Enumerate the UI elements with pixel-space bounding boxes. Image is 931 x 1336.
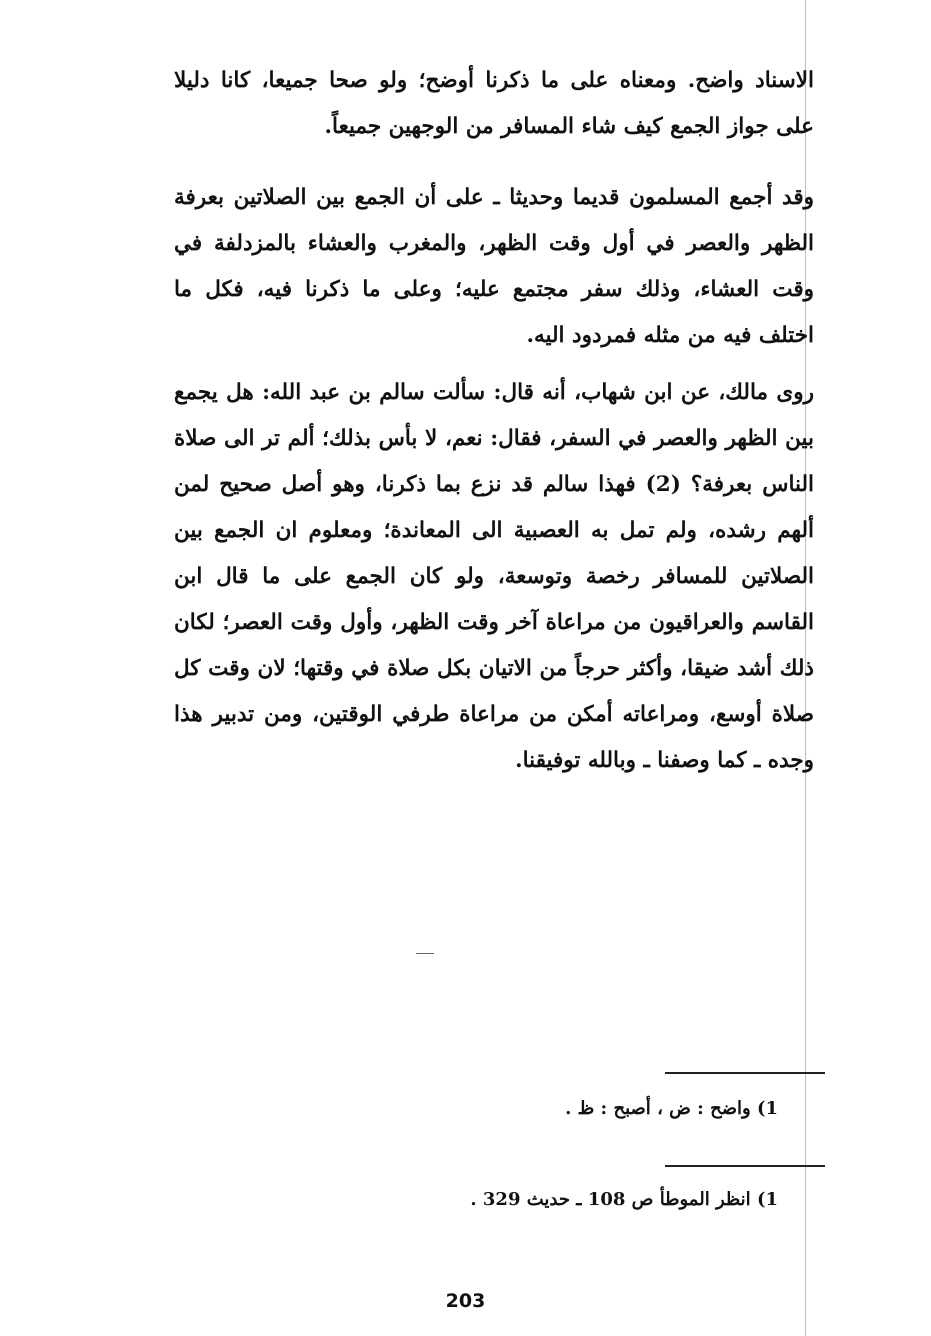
stray-mark	[416, 953, 434, 954]
footnote-1: 1) واضح : ض ، أصبح : ظ .	[565, 1098, 778, 1119]
body-paragraph-3: روى مالك، عن ابن شهاب، أنه قال: سألت سالم بن عبد الله: هل يجمع بين الظهر والعصر في السفر، فقال: نعم، لا بأس بذلك؛ ألم تر الى صلاة الناس بعرفة؟ (2) فهذا سالم قد نزع بما ذكرنا، وهو أصل صحيح لمن ألهم رشده، ولم تمل به العصبية الى المعاندة؛ ومعلوم ان الجمع بين الصلاتين للمسافر رخصة وتوسعة، ولو كان الجمع على ما قال ابن القاسم والعراقيون من مراعاة آخر وقت الظهر، وأول وقت العصر؛ لكان ذلك أشد ضيقا، وأكثر حرجاً من الاتيان بكل صلاة في وقتها؛ لان وقت كل صلاة أوسع، ومراعاته أمكن من مراعاة طرفي الوقتين، ومن تدبير هذا وجده ـ كما وصفنا ـ وبالله توفيقنا.	[174, 380, 815, 773]
footnote-separator-2	[665, 1165, 825, 1167]
footnote-2: 1) انظر الموطأ ص 108 ـ حديث 329 .	[470, 1189, 778, 1210]
body-paragraph-1: الاسناد واضح. ومعناه على ما ذكرنا أوضح؛ ولو صحا جميعا، كانا دليلا على جواز الجمع كيف شاء المسافر من الوجهين جميعاً.	[174, 68, 814, 139]
page-number: 203	[445, 1290, 486, 1312]
body-paragraph-2: وقد أجمع المسلمون قديما وحديثا ـ على أن الجمع بين الصلاتين بعرفة الظهر والعصر في أول وقت الظهر، والمغرب والعشاء بالمزدلفة في وقت العشاء، وذلك سفر مجتمع عليه؛ وعلى ما ذكرنا فيه، فكل ما اختلف فيه من مثله فمردود اليه.	[174, 185, 814, 348]
footnote-separator-1	[665, 1072, 825, 1074]
